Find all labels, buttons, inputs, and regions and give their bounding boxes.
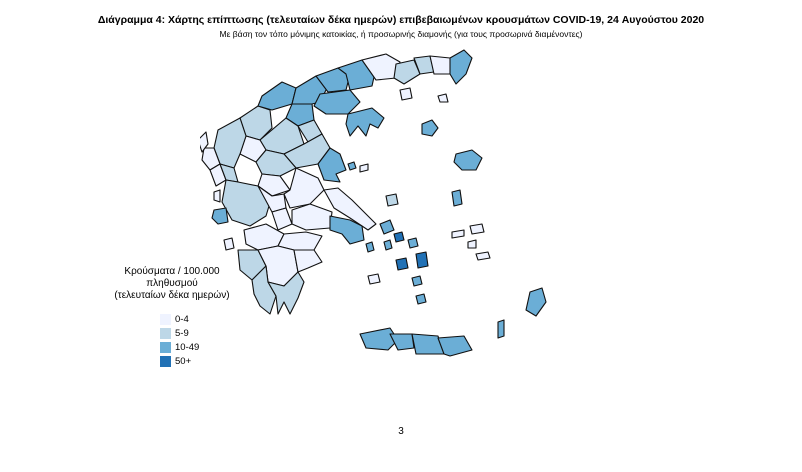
region-fthiotida	[284, 168, 324, 208]
island-limnos	[422, 120, 438, 136]
region-florina	[258, 82, 296, 110]
legend-label: 10-49	[175, 341, 200, 353]
region-argolida	[294, 250, 322, 272]
island-milos	[368, 274, 380, 284]
legend-swatch	[160, 342, 171, 353]
island-rodos	[526, 288, 546, 316]
island-ikaria	[452, 230, 464, 238]
island-santorini	[416, 294, 426, 304]
island-kalymnos	[468, 240, 476, 248]
legend-label: 0-4	[175, 313, 189, 325]
island-paros	[396, 258, 408, 270]
map-subtitle: Με βάση τον τόπο μόνιμης κατοικίας, ή προσωρινής διαμονής (για τους προσωρινά διαμένοντες)	[219, 29, 583, 39]
legend	[98, 266, 246, 368]
legend-items	[160, 312, 246, 368]
island-skiathos	[348, 162, 356, 170]
island-skopelos	[360, 164, 368, 172]
legend-swatch	[160, 356, 171, 367]
island-lefkada	[214, 190, 220, 202]
legend-swatch	[160, 328, 171, 339]
legend-title	[98, 266, 246, 302]
island-samothraki	[438, 94, 448, 102]
island-thasos	[400, 88, 412, 100]
legend-item	[160, 354, 246, 368]
island-tinos	[394, 232, 404, 242]
legend-swatch	[160, 314, 171, 325]
island-syros	[384, 240, 392, 250]
legend-label: 50+	[175, 355, 192, 367]
island-crete-lasithi	[438, 336, 472, 356]
island-samos	[470, 224, 484, 234]
region-chalkidiki	[346, 108, 384, 136]
island-andros	[380, 220, 394, 234]
island-lesvos	[454, 150, 482, 170]
island-skyros	[386, 194, 398, 206]
island-kos	[476, 252, 490, 260]
region-thessaloniki	[314, 90, 360, 114]
island-crete-rethymno	[390, 334, 414, 350]
legend-title-line-2: (τελευταίων δέκα ημερών)	[114, 290, 230, 301]
island-crete-irakleio	[412, 334, 444, 354]
island-kefallonia	[212, 208, 228, 224]
region-evros	[450, 50, 472, 84]
greece-incidence-map	[200, 44, 580, 364]
island-naxos	[416, 252, 428, 268]
page-number: 3	[398, 426, 404, 437]
map-title: Διάγραμμα 4: Χάρτης επίπτωσης (τελευταίων δέκα ημερών) επιβεβαιωμένων κρουσμάτων COVID-19, 24 Αυγούστου 2020	[97, 14, 705, 26]
island-mykonos	[408, 238, 418, 248]
island-chios	[452, 190, 462, 206]
legend-item	[160, 312, 246, 326]
island-ios	[412, 276, 422, 286]
legend-item	[160, 340, 246, 354]
island-zakynthos	[224, 238, 234, 250]
region-fokida	[272, 208, 292, 230]
island-kea	[366, 242, 374, 252]
region-viotia	[292, 204, 332, 230]
island-karpathos	[498, 320, 504, 338]
legend-title-line-1: Κρούσματα / 100.000 πληθυσμού	[124, 266, 220, 289]
legend-item	[160, 326, 246, 340]
legend-label: 5-9	[175, 327, 189, 339]
